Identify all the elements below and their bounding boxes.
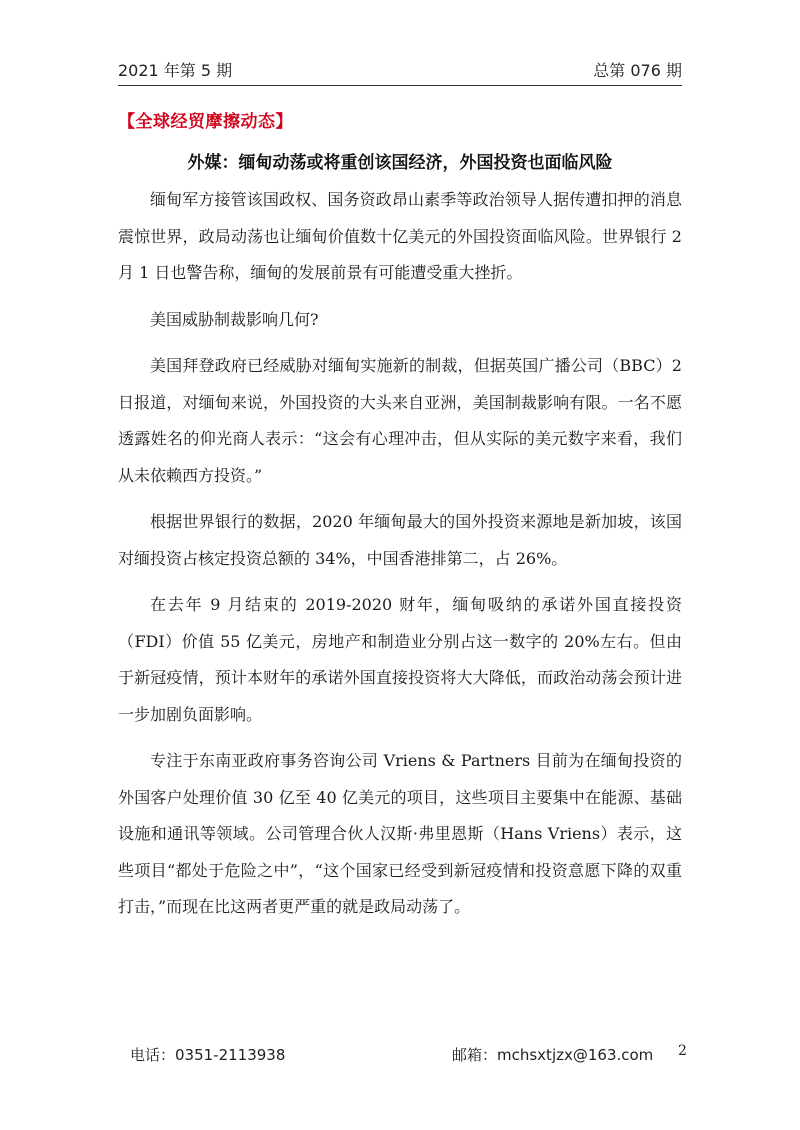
paragraph: 缅甸军方接管该国政权、国务资政昂山素季等政治领导人据传遭扣押的消息震惊世界，政局动荡也让缅甸价值数十亿美元的外国投资面临风险。世界银行 2 月 1 日也警告称，缅甸的发展前景有可能遭受重大挫折。: [118, 190, 682, 282]
section-label: 【全球经贸摩擦动态】: [118, 112, 293, 132]
paragraph: 在去年 9 月结束的 2019-2020 财年，缅甸吸纳的承诺外国直接投资（FDI）价值 55 亿美元，房地产和制造业分别占这一数字的 20%左右。但由于新冠疫情，预计本财年的承诺外国直接投资将大大降低，而政治动荡会预计进一步加剧负面影响。: [118, 595, 682, 724]
issue-number: 2021 年第 5 期: [118, 61, 233, 80]
paragraph-subheading: 美国威胁制裁影响几何?: [150, 309, 319, 329]
header-divider: [118, 85, 682, 86]
contact-email: 邮箱：mchsxtjzx@163.com: [452, 1046, 654, 1064]
paragraph: 专注于东南亚政府事务咨询公司 Vriens & Partners 目前为在缅甸投资的外国客户处理价值 30 亿至 40 亿美元的项目，这些项目主要集中在能源、基础设施和通讯等领域。公司管理合伙人汉斯·弗里恩斯（Hans Vriens）表示，这些项目“都处于危险之中”，“这个国家已经受到新冠疫情和投资意愿下降的双重打击，”而现在比这两者更严重的就是政局动荡了。: [118, 751, 682, 916]
page-header: [118, 58, 682, 86]
paragraph: 美国拜登政府已经威胁对缅甸实施新的制裁，但据英国广播公司（BBC）2 日报道，对缅甸来说，外国投资的大头来自亚洲，美国制裁影响有限。一名不愿透露姓名的仰光商人表示：“这会有心理冲击，但从实际的美元数字来看，我们从未依赖西方投资。”: [118, 356, 682, 485]
paragraph: 根据世界银行的数据，2020 年缅甸最大的国外投资来源地是新加坡，该国对缅投资占核定投资总额的 34%，中国香港排第二，占 26%。: [118, 512, 682, 568]
page-footer: [130, 1044, 690, 1068]
contact-phone: 电话：0351-2113938: [130, 1046, 286, 1064]
article-title: 外媒：缅甸动荡或将重创该国经济，外国投资也面临风险: [187, 153, 613, 173]
total-issue-number: 总第 076 期: [593, 61, 682, 80]
page-number: 2: [678, 1043, 687, 1059]
article-body: [118, 182, 682, 936]
